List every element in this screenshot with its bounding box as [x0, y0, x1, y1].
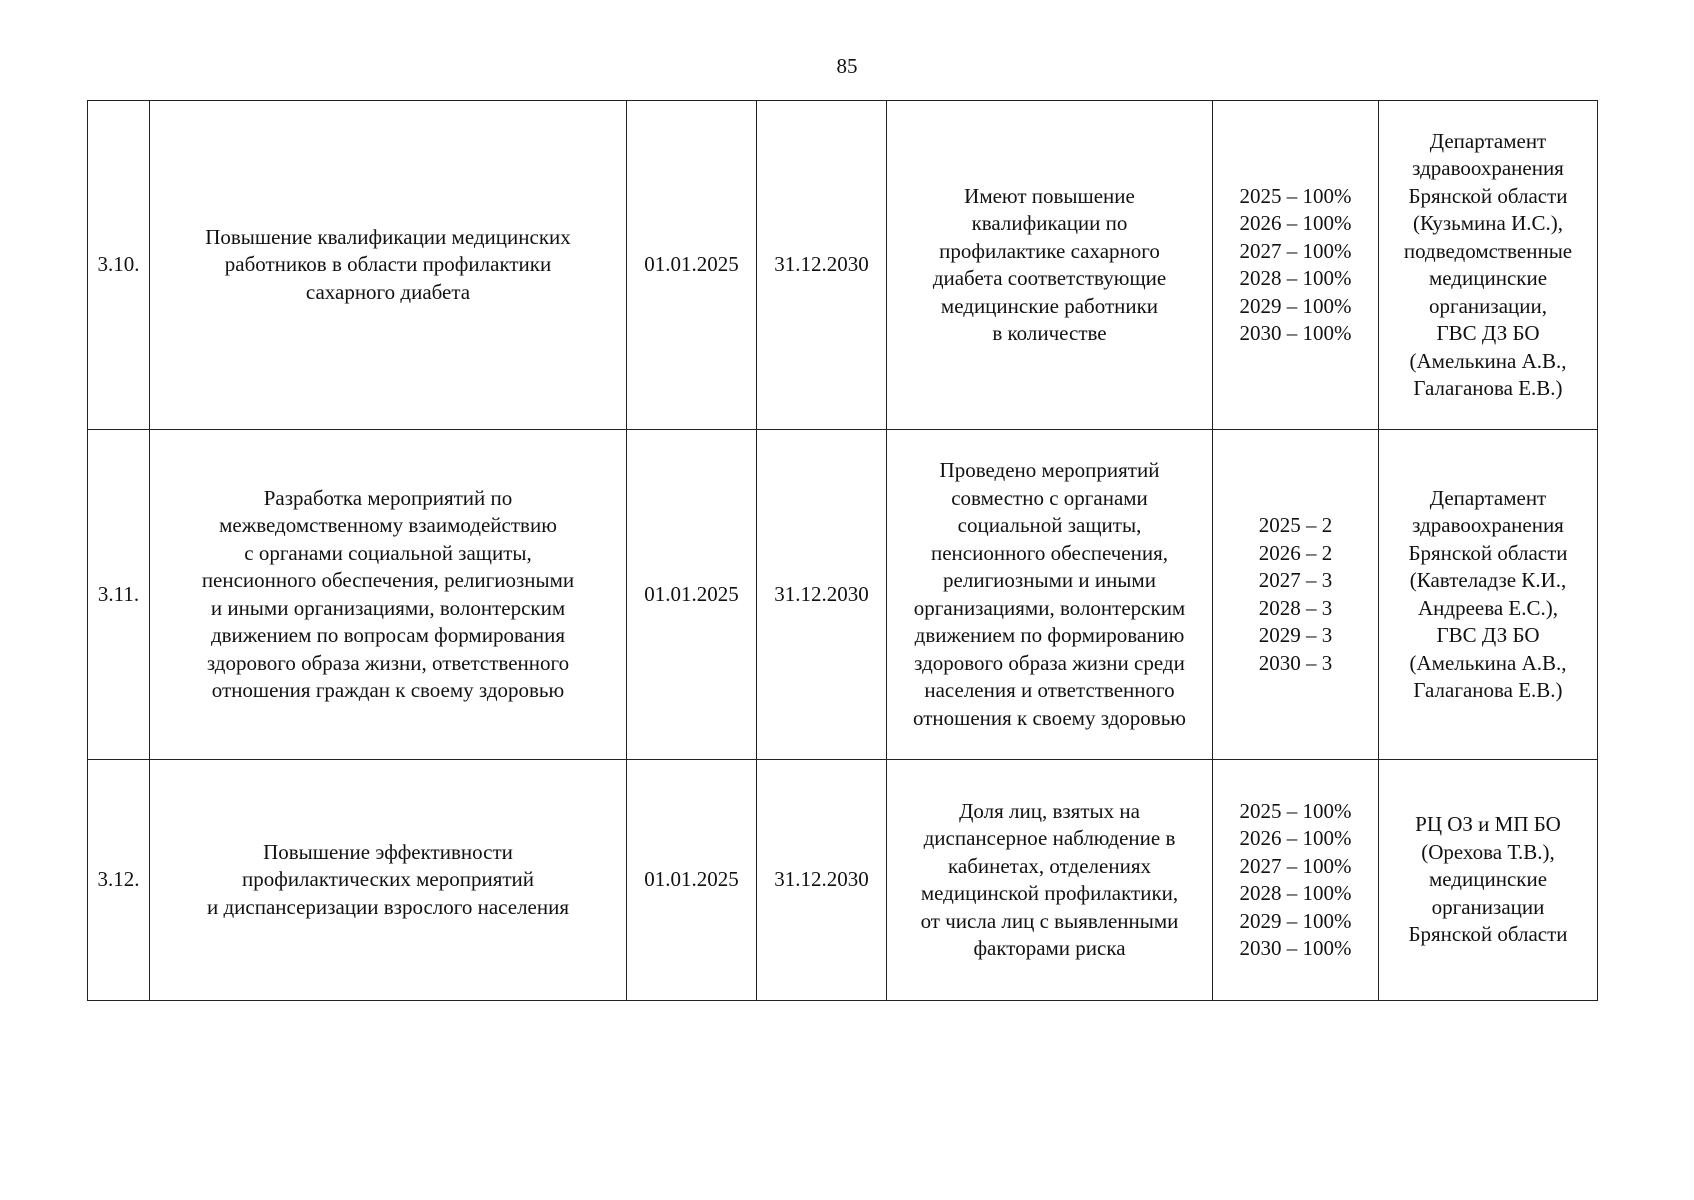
text-line: профилактических мероприятий: [241, 867, 535, 892]
text-line: ГВС ДЗ БО: [1436, 623, 1540, 647]
text-line: и диспансеризации взрослого населения: [206, 894, 569, 919]
start-date: 01.01.2025: [627, 430, 757, 760]
text-line: 2030 – 3: [1258, 650, 1333, 675]
text-line: медицинские: [1428, 867, 1548, 892]
text-line: Андреева Е.С.),: [1417, 595, 1559, 620]
yearly-targets: [1213, 430, 1379, 760]
end-date: 31.12.2030: [757, 760, 887, 1001]
text-line: медицинской профилактики,: [920, 881, 1179, 905]
text-line: РЦ ОЗ и МП БО: [1415, 812, 1561, 837]
text-line: движением по формированию: [914, 623, 1185, 647]
text-line: Повышение эффективности: [263, 839, 513, 864]
text-line: профилактике сахарного: [939, 238, 1160, 263]
text-line: (Кавтеладзе К.И.,: [1409, 568, 1567, 592]
text-line: диспансерное наблюдение в: [923, 826, 1176, 850]
table-row: [88, 101, 1598, 430]
yearly-targets: [1213, 101, 1379, 430]
text-line: 2028 – 100%: [1239, 881, 1352, 905]
text-line: Повышение квалификации медицинских: [205, 224, 571, 249]
text-line: Брянской области: [1408, 183, 1568, 208]
text-line: (Амелькина А.В.,: [1409, 650, 1567, 675]
row-number: 3.12.: [88, 760, 150, 1001]
responsible: [1379, 760, 1598, 1001]
activity-title: [150, 760, 627, 1001]
text-line: 2025 – 2: [1258, 513, 1333, 537]
text-line: Брянской области: [1408, 540, 1568, 565]
text-line: квалификации по: [971, 211, 1128, 235]
text-line: организациями, волонтерским: [913, 595, 1186, 620]
text-line: 2028 – 100%: [1239, 266, 1352, 290]
text-line: отношения к своему здоровью: [913, 705, 1186, 730]
text-line: 2027 – 100%: [1239, 853, 1352, 878]
text-line: организации,: [1429, 293, 1547, 318]
text-line: и иными организациями, волонтерским: [210, 595, 566, 620]
text-line: работников в области профилактики: [224, 252, 552, 277]
text-line: медицинские работники: [940, 293, 1159, 318]
text-line: сахарного диабета: [305, 279, 471, 304]
text-line: (Амелькина А.В.,: [1409, 348, 1567, 373]
responsible: [1379, 430, 1598, 760]
text-line: 2026 – 100%: [1239, 211, 1352, 235]
text-line: Галаганова Е.В.): [1413, 678, 1563, 702]
text-line: 2030 – 100%: [1239, 321, 1352, 345]
text-line: ГВС ДЗ БО: [1436, 321, 1540, 345]
activity-title: [150, 430, 627, 760]
text-line: Имеют повышение: [964, 183, 1135, 208]
text-line: пенсионного обеспечения, религиозными: [201, 568, 575, 592]
text-line: диабета соответствующие: [932, 266, 1167, 290]
text-line: кабинетах, отделениях: [947, 853, 1151, 878]
text-line: населения и ответственного: [924, 678, 1175, 702]
activities-table: [87, 100, 1598, 1001]
text-line: 2029 – 100%: [1239, 293, 1352, 318]
text-line: здорового образа жизни среди: [914, 650, 1185, 675]
text-line: религиозными и иными: [943, 568, 1156, 592]
text-line: здравоохранения: [1412, 156, 1564, 180]
text-line: Департамент: [1429, 128, 1547, 153]
responsible: [1379, 101, 1598, 430]
table-row: [88, 430, 1598, 760]
text-line: от числа лиц с выявленными: [920, 908, 1179, 933]
text-line: с органами социальной защиты,: [244, 540, 532, 565]
text-line: (Орехова Т.В.),: [1421, 839, 1555, 864]
text-line: 2029 – 3: [1258, 623, 1333, 647]
page-number: 85: [836, 54, 858, 78]
text-line: Брянской области: [1408, 922, 1568, 947]
text-line: социальной защиты,: [957, 513, 1142, 537]
text-line: 2030 – 100%: [1239, 936, 1352, 960]
text-line: 2029 – 100%: [1239, 908, 1352, 933]
text-line: 2026 – 100%: [1239, 826, 1352, 850]
text-line: Проведено мероприятий: [939, 458, 1160, 482]
yearly-targets: [1213, 760, 1379, 1001]
text-line: 2028 – 3: [1258, 595, 1333, 620]
indicator: [887, 430, 1213, 760]
text-line: факторами риска: [973, 936, 1126, 960]
indicator: [887, 101, 1213, 430]
text-line: отношения граждан к своему здоровью: [211, 678, 565, 702]
start-date: 01.01.2025: [627, 760, 757, 1001]
text-line: Разработка мероприятий по: [263, 485, 513, 510]
text-line: межведомственному взаимодействию: [219, 513, 557, 537]
row-number: 3.11.: [88, 430, 150, 760]
end-date: 31.12.2030: [757, 430, 887, 760]
text-line: 2027 – 100%: [1239, 238, 1352, 263]
text-line: здравоохранения: [1412, 513, 1564, 537]
text-line: Департамент: [1429, 485, 1547, 510]
table-body: [88, 101, 1598, 1001]
indicator: [887, 760, 1213, 1001]
text-line: подведомственные: [1403, 238, 1573, 263]
text-line: в количестве: [992, 321, 1107, 345]
end-date: 31.12.2030: [757, 101, 887, 430]
text-line: совместно с органами: [951, 485, 1148, 510]
row-number: 3.10.: [88, 101, 150, 430]
text-line: Доля лиц, взятых на: [959, 798, 1140, 823]
text-line: здорового образа жизни, ответственного: [206, 650, 570, 675]
text-line: пенсионного обеспечения,: [930, 540, 1169, 565]
text-line: 2025 – 100%: [1239, 798, 1352, 823]
text-line: 2025 – 100%: [1239, 183, 1352, 208]
text-line: Галаганова Е.В.): [1413, 376, 1563, 400]
text-line: 2027 – 3: [1258, 568, 1333, 592]
table-row: [88, 760, 1598, 1001]
text-line: 2026 – 2: [1258, 540, 1333, 565]
text-line: движением по вопросам формирования: [210, 623, 566, 647]
activity-title: [150, 101, 627, 430]
start-date: 01.01.2025: [627, 101, 757, 430]
text-line: (Кузьмина И.С.),: [1412, 211, 1564, 235]
text-line: медицинские: [1428, 266, 1548, 290]
text-line: организации: [1431, 894, 1545, 919]
